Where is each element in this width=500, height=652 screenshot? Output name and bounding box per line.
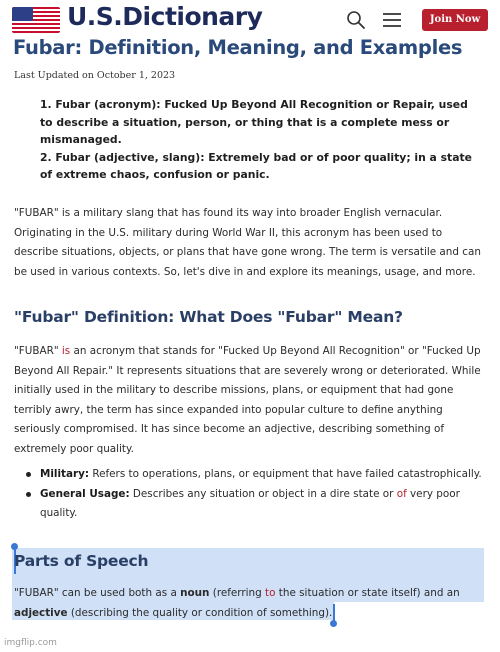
definition-paragraph: "FUBAR" is an acronym that stands for "Fucked Up Beyond All Recognition" or "Fucked Up Beyond All Repair." It represents situations that are severely wrong or deteriorated. While initially used in the military to describe missions, plans, or equipment that had gone terribly awry, the term has since expanded into popular culture to define anything seriously compromised. It has since become an adjective, describing something of extremely poor quality. (14, 345, 481, 455)
definition-list (40, 96, 480, 184)
bullet-icon (26, 492, 31, 497)
menu-icon[interactable] (382, 12, 402, 28)
definition-item: 2. Fubar (adjective, slang): Extremely bad or of poor quality; in a state of extreme chaos, confusion or panic. (40, 150, 472, 181)
site-header (0, 0, 500, 40)
join-now-button[interactable]: Join Now (422, 9, 488, 31)
watermark: imgflip.com (4, 638, 57, 648)
selection-start-handle[interactable] (11, 543, 18, 550)
page-title: Fubar: Definition, Meaning, and Examples (13, 36, 463, 59)
section-heading-parts-of-speech: Parts of Speech (14, 552, 149, 570)
bullet-icon (26, 472, 31, 477)
selection-end-handle[interactable] (330, 620, 337, 627)
definition-item: 1. Fubar (acronym): Fucked Up Beyond All Recognition or Repair, used to describe a situation, person, or thing that is a complete mess or mismanaged. (40, 98, 468, 146)
search-icon[interactable] (346, 10, 366, 30)
list-item: General Usage: Describes any situation or object in a dire state or of very poor quality. (14, 485, 484, 524)
intro-paragraph: "FUBAR" is a military slang that has found its way into broader English vernacular. Originating in the U.S. military during World War II, this acronym has been used to describe situations, objects, or plans that have gone wrong. The term is versatile and can be used in various contexts. So, let's dive in and explore its meanings, usage, and more. (14, 207, 481, 278)
last-updated: Last Updated on October 1, 2023 (14, 70, 176, 81)
flag-icon[interactable] (12, 7, 60, 33)
usage-bullet-list (14, 465, 484, 524)
list-item: Military: Refers to operations, plans, or equipment that have failed catastrophically. (14, 465, 484, 485)
parts-of-speech-paragraph: "FUBAR" can be used both as a noun (referring to the situation or state itself) and an adjective (describing the quality or condition of something). (14, 587, 460, 619)
site-logo[interactable]: U.S.Dictionary (67, 2, 263, 31)
section-heading-definition: "Fubar" Definition: What Does "Fubar" Mean? (14, 308, 403, 326)
